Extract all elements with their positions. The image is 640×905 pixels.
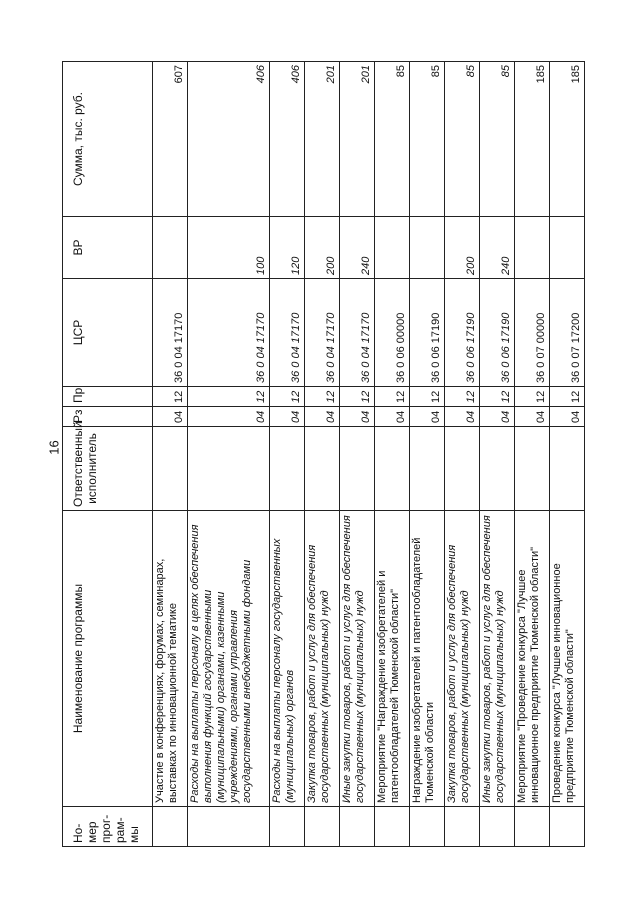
cell-csr: 36 0 04 17170 (305, 279, 340, 387)
cell-csr: 36 0 06 00000 (375, 279, 410, 387)
cell-program-name: Мероприятие "Проведение конкурса "Лучшее инновационное предприятие Тюменской области" (515, 511, 550, 807)
header-program-number: Но- мер прог- рам- мы (63, 807, 153, 847)
cell-program-name: Иные закупки товаров, работ и услуг для обеспечения государственных (муниципальных) нужд (480, 511, 515, 807)
table-row (305, 62, 340, 847)
header-rz: Рз (63, 407, 153, 427)
cell-program-number (515, 807, 550, 847)
table-row (410, 62, 445, 847)
cell-program-name: Закупка товаров, работ и услуг для обеспечения государственных (муниципальных) нужд (305, 511, 340, 807)
cell-vr: 100 (188, 217, 270, 279)
cell-executor (445, 427, 480, 511)
cell-vr (375, 217, 410, 279)
cell-csr: 36 0 06 17190 (410, 279, 445, 387)
cell-sum: 607 (153, 62, 188, 217)
cell-rz: 04 (270, 407, 305, 427)
cell-executor (480, 427, 515, 511)
cell-rz: 04 (188, 407, 270, 427)
cell-rz: 04 (550, 407, 585, 427)
cell-executor (340, 427, 375, 511)
cell-csr: 36 0 04 17170 (270, 279, 305, 387)
cell-vr (550, 217, 585, 279)
table-header-row (63, 62, 153, 847)
cell-csr: 36 0 04 17170 (340, 279, 375, 387)
cell-pr: 12 (340, 387, 375, 407)
cell-program-number (188, 807, 270, 847)
cell-executor (515, 427, 550, 511)
table-row (375, 62, 410, 847)
cell-program-number (270, 807, 305, 847)
header-sum: Сумма, тыс. руб. (63, 62, 153, 217)
cell-csr: 36 0 04 17170 (153, 279, 188, 387)
cell-pr: 12 (550, 387, 585, 407)
cell-program-name: Награждение изобретателей и патентообладателей Тюменской области (410, 511, 445, 807)
table-row (480, 62, 515, 847)
page-number: 16 (46, 440, 62, 455)
cell-rz: 04 (340, 407, 375, 427)
cell-rz: 04 (375, 407, 410, 427)
cell-sum: 185 (515, 62, 550, 217)
cell-rz: 04 (153, 407, 188, 427)
header-vr: ВР (63, 217, 153, 279)
cell-program-name: Проведение конкурса "Лучшее инновационное предприятие Тюменской области" (550, 511, 585, 807)
cell-sum: 201 (305, 62, 340, 217)
cell-sum: 85 (375, 62, 410, 217)
cell-vr (410, 217, 445, 279)
cell-sum: 201 (340, 62, 375, 217)
cell-pr: 12 (153, 387, 188, 407)
cell-program-name: Закупка товаров, работ и услуг для обеспечения государственных (муниципальных) нужд (445, 511, 480, 807)
cell-sum: 406 (270, 62, 305, 217)
table-row (515, 62, 550, 847)
cell-executor (375, 427, 410, 511)
cell-program-number (410, 807, 445, 847)
table-row (550, 62, 585, 847)
cell-sum: 185 (550, 62, 585, 217)
table-row (340, 62, 375, 847)
header-pr: Пр (63, 387, 153, 407)
cell-sum: 85 (410, 62, 445, 217)
cell-executor (550, 427, 585, 511)
cell-rz: 04 (480, 407, 515, 427)
header-csr: ЦСР (63, 279, 153, 387)
cell-pr: 12 (445, 387, 480, 407)
cell-rz: 04 (445, 407, 480, 427)
budget-table (62, 61, 585, 847)
header-executor: Ответственный исполнитель (63, 427, 153, 511)
table-row (153, 62, 188, 847)
cell-program-name: Иные закупки товаров, работ и услуг для обеспечения государственных (муниципальных) нужд (340, 511, 375, 807)
cell-program-name: Расходы на выплаты персоналу государственных (муниципальных) органов (270, 511, 305, 807)
cell-program-number (153, 807, 188, 847)
cell-csr: 36 0 06 17190 (445, 279, 480, 387)
cell-rz: 04 (305, 407, 340, 427)
cell-executor (410, 427, 445, 511)
cell-vr: 120 (270, 217, 305, 279)
cell-program-number (340, 807, 375, 847)
cell-vr: 200 (305, 217, 340, 279)
cell-pr: 12 (188, 387, 270, 407)
cell-rz: 04 (515, 407, 550, 427)
cell-program-name: Участие в конференциях, форумах, семинарах, выставках по инновационной тематике (153, 511, 188, 807)
cell-executor (270, 427, 305, 511)
cell-program-number (375, 807, 410, 847)
cell-vr (153, 217, 188, 279)
cell-program-name: Расходы на выплаты персоналу в целях обеспечения выполнения функций государственными (муниципальными) органами, казенными учреждениями, органами управления государственными внебюджетными фондами (188, 511, 270, 807)
table-row (270, 62, 305, 847)
cell-executor (305, 427, 340, 511)
cell-rz: 04 (410, 407, 445, 427)
cell-pr: 12 (375, 387, 410, 407)
cell-program-number (305, 807, 340, 847)
cell-sum: 406 (188, 62, 270, 217)
cell-csr: 36 0 06 17190 (480, 279, 515, 387)
cell-pr: 12 (410, 387, 445, 407)
cell-pr: 12 (480, 387, 515, 407)
cell-csr: 36 0 07 17200 (550, 279, 585, 387)
header-program-name: Наименование программы (63, 511, 153, 807)
table-row (188, 62, 270, 847)
cell-program-number (550, 807, 585, 847)
cell-pr: 12 (270, 387, 305, 407)
cell-sum: 85 (480, 62, 515, 217)
cell-sum: 85 (445, 62, 480, 217)
cell-csr: 36 0 04 17170 (188, 279, 270, 387)
cell-executor (153, 427, 188, 511)
cell-vr (515, 217, 550, 279)
cell-vr: 240 (480, 217, 515, 279)
cell-program-number (445, 807, 480, 847)
rotated-page (62, 62, 582, 847)
cell-pr: 12 (305, 387, 340, 407)
cell-csr: 36 0 07 00000 (515, 279, 550, 387)
cell-program-number (480, 807, 515, 847)
cell-vr: 200 (445, 217, 480, 279)
cell-pr: 12 (515, 387, 550, 407)
table-row (445, 62, 480, 847)
cell-vr: 240 (340, 217, 375, 279)
cell-executor (188, 427, 270, 511)
cell-program-name: Мероприятие "Награждение изобретателей и патентообладателей Тюменской области" (375, 511, 410, 807)
